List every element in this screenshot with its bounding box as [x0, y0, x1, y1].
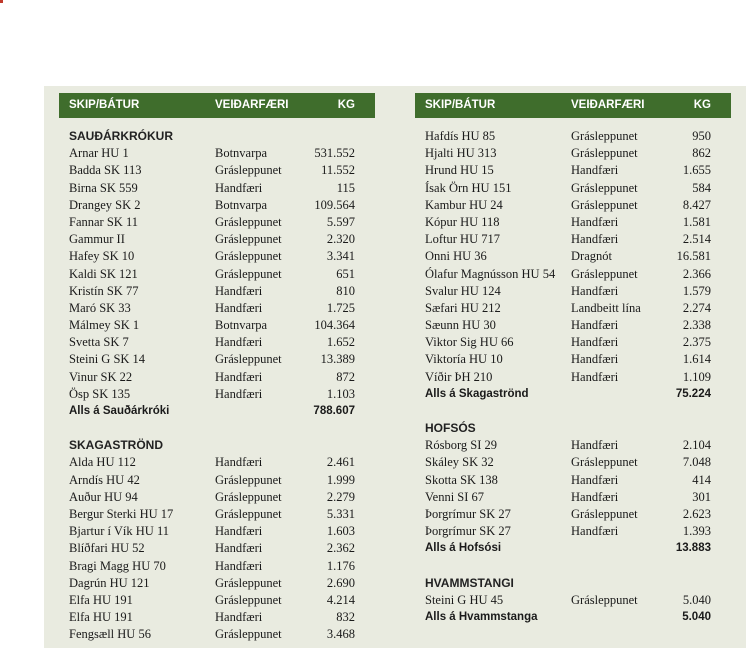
table-header: [415, 93, 731, 118]
catch-kg: 2.104: [682, 438, 711, 453]
table-row: [59, 283, 375, 300]
table-row: [59, 540, 375, 557]
ship-name: Víðir ÞH 210: [425, 369, 493, 384]
fishing-gear: Handfæri: [571, 352, 619, 367]
section-title: HOFSÓS: [425, 421, 476, 435]
ship-name: Svalur HU 124: [425, 283, 501, 298]
total-kg: 13.883: [675, 542, 711, 555]
ship-name: Þorgrímur SK 27: [425, 524, 511, 539]
left-column: [59, 93, 375, 643]
table-row: [415, 334, 731, 351]
ship-name: Bjartur í Vík HU 11: [69, 524, 169, 539]
fishing-gear: Grásleppunet: [571, 592, 638, 607]
fishing-gear: Handfæri: [215, 541, 263, 556]
section-total: [59, 403, 375, 420]
fishing-gear: Landbeitt lína: [571, 300, 641, 315]
ship-name: Hafdís HU 85: [425, 129, 496, 143]
table-row: [59, 472, 375, 489]
table-row: [59, 386, 375, 403]
table-row: [59, 145, 375, 162]
ship-name: Skotta SK 138: [425, 472, 498, 487]
fishing-gear: Handfæri: [215, 300, 263, 315]
ship-name: Viktor Sig HU 66: [425, 335, 514, 350]
catch-kg: 5.331: [326, 506, 355, 521]
ship-name: Hjalti HU 313: [425, 146, 497, 161]
ship-name: Hrund HU 15: [425, 163, 494, 178]
header-ship: SKIP/BÁTUR: [69, 99, 140, 111]
fishing-gear: Grásleppunet: [215, 627, 282, 642]
table-row: [59, 489, 375, 506]
fishing-gear: Grásleppunet: [215, 232, 282, 247]
fishing-gear: Grásleppunet: [215, 214, 282, 229]
table-row: [415, 231, 731, 248]
table-row: [415, 351, 731, 368]
ship-name: Þorgrímur SK 27: [425, 506, 511, 521]
fishing-gear: Grásleppunet: [571, 146, 638, 161]
table-row: [415, 180, 731, 197]
catch-kg: 7.048: [682, 455, 711, 470]
catch-kg: 2.362: [326, 541, 355, 556]
ship-name: Birna SK 559: [69, 180, 138, 195]
table-row: [415, 300, 731, 317]
table-row: [415, 283, 731, 300]
total-label: Alls á Hvammstanga: [425, 610, 538, 623]
fishing-gear: Handfæri: [571, 318, 619, 333]
catch-kg: 2.461: [326, 455, 355, 470]
table-row: [59, 162, 375, 179]
table-row: [59, 523, 375, 540]
fishing-gear: Botnvarpa: [215, 146, 268, 161]
table-row: [59, 575, 375, 592]
catch-kg: 1.652: [326, 335, 355, 350]
fishing-gear: Handfæri: [215, 455, 263, 470]
fishing-gear: Handfæri: [215, 180, 263, 195]
catch-kg: 2.338: [682, 318, 711, 333]
fishing-gear: Grásleppunet: [571, 197, 638, 212]
catch-kg: 1.603: [326, 524, 355, 539]
ship-name: Rósborg SI 29: [425, 438, 498, 453]
catch-kg: 2.690: [326, 575, 355, 590]
header-kg: KG: [693, 99, 711, 111]
catch-kg: 584: [692, 180, 711, 195]
fishing-gear: Handfæri: [571, 335, 619, 350]
header-gear: VEIÐARFÆRI: [571, 99, 645, 111]
catch-kg: 2.320: [326, 232, 355, 247]
ship-name: Steini G HU 45: [425, 592, 504, 607]
catch-kg: 2.514: [682, 232, 711, 247]
catch-kg: 651: [336, 266, 355, 281]
fishing-gear: Handfæri: [215, 386, 263, 401]
fishing-gear: Handfæri: [571, 214, 619, 229]
catch-kg: 2.279: [326, 489, 355, 504]
table-row: [415, 523, 731, 540]
ship-name: Skáley SK 32: [425, 455, 494, 470]
ship-name: Elfa HU 191: [69, 592, 133, 607]
table-row: [415, 437, 731, 454]
ship-name: Ólafur Magnússon HU 54: [425, 266, 556, 281]
ship-name: Badda SK 113: [69, 163, 142, 178]
ship-name: Ösp SK 135: [69, 386, 131, 401]
table-row: [59, 300, 375, 317]
table-row: [415, 369, 731, 386]
spacer: [415, 558, 731, 575]
catch-kg: 104.364: [314, 318, 355, 333]
fishing-gear: Handfæri: [571, 369, 619, 384]
section-total: [415, 386, 731, 403]
section-title: SAUÐÁRKRÓKUR: [69, 129, 173, 143]
table-row: [415, 266, 731, 283]
table-row: [415, 317, 731, 334]
table-row: [59, 180, 375, 197]
fishing-gear: Grásleppunet: [215, 352, 282, 367]
ship-name: Dagrún HU 121: [69, 575, 150, 590]
catch-kg: 1.579: [682, 283, 711, 298]
table-row: [415, 197, 731, 214]
table-row: [415, 248, 731, 265]
fishing-gear: Dragnót: [571, 249, 612, 264]
catch-kg: 5.597: [326, 214, 355, 229]
catch-kg: 115: [336, 180, 355, 195]
ship-name: Maró SK 33: [69, 300, 131, 315]
spacer: [59, 420, 375, 437]
catch-kg: 1.109: [682, 369, 711, 384]
table-row: [415, 592, 731, 609]
ship-name: Steini G SK 14: [69, 352, 146, 367]
catch-kg: 1.655: [682, 163, 711, 178]
catch-kg: 13.389: [320, 352, 355, 367]
fishing-gear: Grásleppunet: [215, 472, 282, 487]
catch-table-panel: [44, 86, 746, 648]
ship-name: Fengsæll HU 56: [69, 627, 151, 642]
catch-kg: 872: [336, 369, 355, 384]
fishing-gear: Handfæri: [215, 558, 263, 573]
total-label: Alls á Skagaströnd: [425, 387, 529, 400]
fishing-gear: Grásleppunet: [215, 163, 282, 178]
ship-name: Ísak Örn HU 151: [425, 180, 512, 195]
fishing-gear: Handfæri: [215, 283, 263, 298]
ship-name: Auður HU 94: [69, 489, 138, 504]
fishing-gear: Botnvarpa: [215, 318, 268, 333]
fishing-gear: Grásleppunet: [571, 180, 638, 195]
header-gear: VEIÐARFÆRI: [215, 99, 289, 111]
ship-name: Svetta SK 7: [69, 335, 129, 350]
catch-kg: 862: [692, 146, 711, 161]
ship-name: Kópur HU 118: [425, 214, 500, 229]
table-row: [415, 128, 731, 145]
ship-name: Onni HU 36: [425, 249, 487, 264]
catch-kg: 1.581: [682, 214, 711, 229]
section-total: [415, 609, 731, 626]
fishing-gear: Grásleppunet: [215, 592, 282, 607]
section-total: [415, 540, 731, 557]
catch-kg: 1.614: [682, 352, 711, 367]
table-row: [59, 369, 375, 386]
ship-name: Kristín SK 77: [69, 283, 139, 298]
catch-kg: 832: [336, 610, 355, 625]
total-kg: 788.607: [313, 405, 355, 417]
catch-kg: 109.564: [314, 197, 355, 212]
table-row: [59, 248, 375, 265]
table-row: [415, 506, 731, 523]
table-row: [59, 214, 375, 231]
ship-name: Viktoría HU 10: [425, 352, 503, 367]
ship-name: Sæunn HU 30: [425, 318, 496, 333]
table-row: [59, 626, 375, 643]
catch-kg: 1.176: [326, 558, 355, 573]
catch-kg: 531.552: [314, 146, 355, 161]
ship-name: Hafey SK 10: [69, 249, 135, 264]
catch-kg: 301: [692, 489, 711, 504]
ship-name: Fannar SK 11: [69, 214, 138, 229]
section-title: HVAMMSTANGI: [425, 575, 514, 590]
spacer: [415, 403, 731, 420]
fishing-gear: Handfæri: [571, 232, 619, 247]
catch-kg: 1.393: [682, 524, 711, 539]
ship-name: Bragi Magg HU 70: [69, 558, 166, 573]
ship-name: Vinur SK 22: [69, 369, 133, 384]
ship-name: Gammur II: [69, 232, 125, 247]
catch-kg: 1.103: [326, 386, 355, 401]
table-row: [415, 472, 731, 489]
ship-name: Elfa HU 191: [69, 610, 133, 625]
fishing-gear: Handfæri: [215, 610, 263, 625]
fishing-gear: Grásleppunet: [215, 506, 282, 521]
catch-kg: 11.552: [321, 163, 355, 178]
table-row: [59, 558, 375, 575]
table-row: [59, 609, 375, 626]
catch-kg: 414: [692, 472, 711, 487]
catch-kg: 2.375: [682, 335, 711, 350]
catch-kg: 2.623: [682, 506, 711, 521]
table-row: [415, 162, 731, 179]
catch-kg: 3.341: [326, 249, 355, 264]
fishing-gear: Grásleppunet: [571, 506, 638, 521]
fishing-gear: Grásleppunet: [571, 266, 638, 281]
ship-name: Kaldi SK 121: [69, 266, 138, 281]
catch-kg: 3.468: [326, 627, 355, 642]
fishing-gear: Handfæri: [571, 472, 619, 487]
header-kg: KG: [337, 99, 355, 111]
spacer: [59, 118, 375, 128]
table-row: [59, 197, 375, 214]
table-header: [59, 93, 375, 118]
catch-kg: 2.274: [682, 300, 711, 315]
table-row: [59, 334, 375, 351]
left-column-body: [59, 118, 375, 643]
ship-name: Alda HU 112: [69, 455, 136, 470]
fishing-gear: Handfæri: [571, 524, 619, 539]
fishing-gear: Grásleppunet: [215, 266, 282, 281]
ship-name: Kambur HU 24: [425, 197, 503, 212]
catch-kg: 5.040: [682, 592, 711, 607]
ship-name: Drangey SK 2: [69, 197, 141, 212]
fishing-gear: Grásleppunet: [215, 249, 282, 264]
fishing-gear: Handfæri: [215, 335, 263, 350]
total-label: Alls á Sauðárkróki: [69, 405, 170, 417]
catch-kg: 4.214: [326, 592, 355, 607]
fishing-gear: Handfæri: [571, 283, 619, 298]
ship-name: Blíðfari HU 52: [69, 541, 145, 556]
fishing-gear: Grásleppunet: [571, 455, 638, 470]
ship-name: Venni SI 67: [425, 489, 485, 504]
table-row: [415, 214, 731, 231]
fishing-gear: Grásleppunet: [215, 575, 282, 590]
table-row: [59, 454, 375, 471]
header-ship: SKIP/BÁTUR: [425, 99, 496, 111]
ship-name: Málmey SK 1: [69, 318, 140, 333]
fishing-gear: Handfæri: [571, 163, 619, 178]
ship-name: Loftur HU 717: [425, 232, 500, 247]
table-row: [59, 351, 375, 368]
ship-name: Bergur Sterki HU 17: [69, 506, 174, 521]
catch-kg: 810: [336, 283, 355, 298]
fishing-gear: Grásleppunet: [571, 129, 638, 143]
catch-kg: 1.725: [326, 300, 355, 315]
catch-kg: 8.427: [682, 197, 711, 212]
spacer: [415, 118, 731, 128]
fishing-gear: Grásleppunet: [215, 489, 282, 504]
right-column: [415, 93, 731, 626]
table-row: [59, 592, 375, 609]
fishing-gear: Handfæri: [215, 369, 263, 384]
table-row: [59, 231, 375, 248]
catch-kg: 1.999: [326, 472, 355, 487]
fishing-gear: Handfæri: [571, 438, 619, 453]
table-row: [59, 317, 375, 334]
catch-kg: 16.581: [676, 249, 711, 264]
table-row: [415, 489, 731, 506]
ship-name: Arndís HU 42: [69, 472, 140, 487]
total-kg: 5.040: [682, 610, 711, 623]
catch-kg: 950: [692, 129, 711, 143]
table-row: [59, 506, 375, 523]
table-row: [415, 454, 731, 471]
ship-name: Sæfari HU 212: [425, 300, 501, 315]
total-label: Alls á Hofsósi: [425, 542, 502, 555]
catch-kg: 2.366: [682, 266, 711, 281]
right-column-body: [415, 118, 731, 626]
corner-mark: [0, 0, 3, 3]
fishing-gear: Handfæri: [571, 489, 619, 504]
fishing-gear: Botnvarpa: [215, 197, 268, 212]
section-title: SKAGASTRÖND: [69, 438, 164, 453]
total-kg: 75.224: [675, 387, 711, 400]
ship-name: Arnar HU 1: [69, 146, 129, 161]
table-row: [59, 266, 375, 283]
table-row: [415, 145, 731, 162]
fishing-gear: Handfæri: [215, 524, 263, 539]
